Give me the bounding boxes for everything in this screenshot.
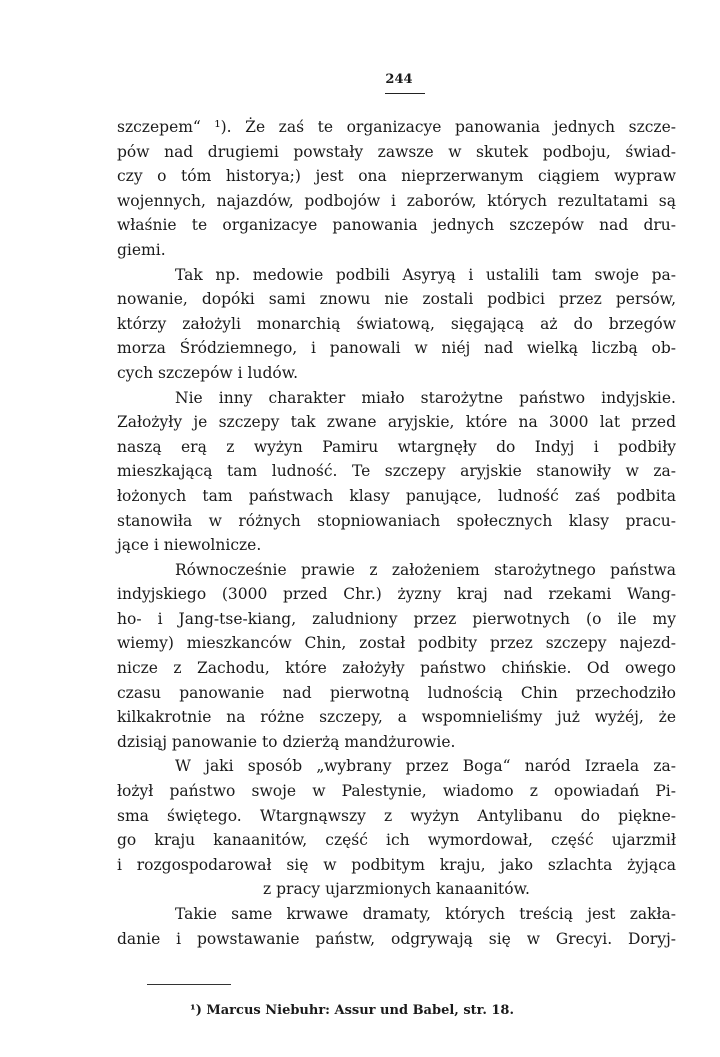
text-line: ho- i Jang-tse-kiang, zaludniony przez pierwotnych (o ile my	[117, 609, 676, 628]
text-line: naszą erą z wyżyn Pamiru wtargnęły do Indyj i podbiły	[117, 437, 676, 456]
text-line: wiemy) mieszkanców Chin, został podbity przez szczepy najezd-	[117, 634, 676, 653]
footnote-rule	[147, 984, 231, 985]
text-line: indyjskiego (3000 przed Chr.) żyzny kraj nad rzekami Wang-	[117, 585, 676, 604]
text-line: nicze z Zachodu, które założyły państwo chińskie. Od owego	[117, 659, 676, 678]
text-line: łożył państwo swoje w Palestynie, wiadomo z opowiadań Pi-	[117, 782, 676, 801]
text-line: danie i powstawanie państw, odgrywają się w Grecyi. Doryj-	[117, 929, 676, 948]
text-line: Takie same krwawe dramaty, których treścią jest zakła-	[175, 905, 676, 923]
page-number: 244	[385, 72, 413, 87]
page-number-rule	[385, 93, 425, 94]
text-line: Tak np. medowie podbili Asyryą i ustalili tam swoje pa-	[175, 265, 676, 284]
text-line: Równocześnie prawie z założeniem starożytnego państwa	[175, 560, 676, 579]
text-line: cych szczepów i ludów.	[117, 363, 299, 382]
text-line: W jaki sposób „wybrany przez Boga“ naród Izraela za-	[175, 757, 676, 776]
text-line: którzy założyli monarchią światową, sięgającą aż do brzegów	[117, 314, 676, 333]
text-line: czy o tóm historya;) jest ona nieprzerwanym ciągiem wypraw	[117, 167, 676, 186]
text-line: czasu panowanie nad pierwotną ludnością Chin przechodziło	[117, 683, 676, 702]
text-line: stanowiła w różnych stopniowaniach społecznych klasy pracu-	[117, 511, 676, 530]
text-line: Założyły je szczepy tak zwane aryjskie, które na 3000 lat przed	[117, 413, 676, 432]
text-line: kilkakrotnie na różne szczepy, a wspomnieliśmy już wyżéj, że	[117, 708, 676, 727]
text-line: i rozgospodarował się w podbitym kraju, jako szlachta żyjąca	[117, 855, 676, 874]
text-line: wojennych, najazdów, podbojów i zaborów, których rezultatami są	[117, 191, 676, 210]
text-line: jące i niewolnicze.	[117, 536, 262, 555]
text-line: morza Śródziemnego, i panowali w niéj nad wielką liczbą ob-	[117, 339, 676, 358]
text-line: nowanie, dopóki sami znowu nie zostali podbici przez persów,	[117, 290, 676, 309]
text-line: giemi.	[117, 240, 166, 259]
text-line: dzisiąj panowanie to dzierżą mandżurowie.	[117, 732, 456, 751]
text-line: Nie inny charakter miało starożytne państwo indyjskie.	[175, 388, 676, 407]
text-line: właśnie te organizacye panowania jednych szczepów nad dru-	[117, 216, 676, 235]
body-text	[117, 115, 676, 951]
text-line: szczepem“ ¹). Że zaś te organizacye panowania jednych szcze-	[117, 118, 676, 136]
text-line: z pracy ujarzmionych kanaanitów.	[263, 880, 530, 899]
text-line: sma świętego. Wtargnąwszy z wyżyn Antylibanu do piękne-	[117, 806, 676, 825]
text-line: pów nad drugiemi powstały zawsze w skutek podboju, świad-	[117, 142, 676, 161]
text-line: łożonych tam państwach klasy panujące, ludność zaś podbita	[117, 486, 676, 505]
footnote: ¹) Marcus Niebuhr: Assur und Babel, str. 18.	[190, 1003, 514, 1018]
text-line: go kraju kanaanitów, część ich wymordował, część ujarzmił	[117, 831, 676, 850]
text-line: mieszkającą tam ludność. Te szczepy aryjskie stanowiły w za-	[117, 462, 676, 481]
